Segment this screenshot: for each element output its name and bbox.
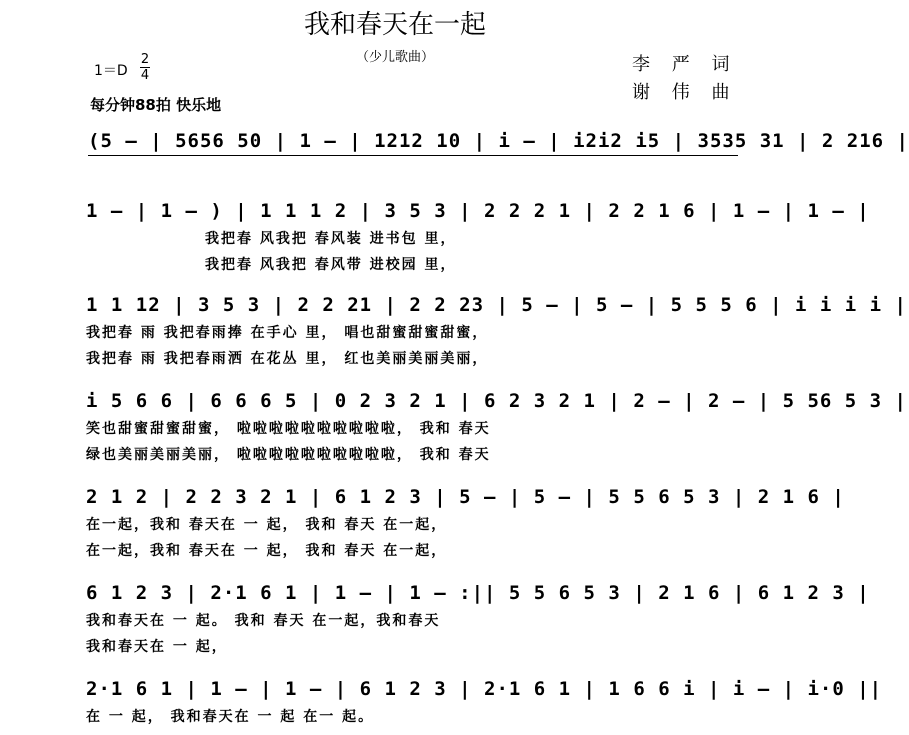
time-signature-top: 2 (140, 52, 150, 67)
lyric-line-6b: 我和春天在 一 起， (86, 639, 228, 655)
notation-line-1: (5 – | 5656 50 | 1 – | 1212 10 | i – | i2i2 i5 | 3535 31 | 2 216 | (88, 130, 909, 152)
notation-line-5: 2 1 2 | 2 2 3 2 1 | 6 1 2 3 | 5 – | 5 – | 5 5 6 5 3 | 2 1 6 | (86, 486, 845, 508)
key-signature: 1＝D (94, 63, 128, 79)
time-signature (140, 53, 150, 82)
song-subtitle: （少儿歌曲） (355, 50, 434, 65)
lyric-line-7a: 在 一 起， 我和春天在 一 起 在一 起。 (86, 709, 375, 725)
lyric-line-5a: 在一起，我和 春天在 一 起， 我和 春天 在一起， (86, 517, 448, 533)
lyric-line-5b: 在一起，我和 春天在 一 起， 我和 春天 在一起， (86, 543, 448, 559)
lyric-line-4b: 绿也美丽美丽美丽， 啦啦啦啦啦啦啦啦啦啦， 我和 春天 (86, 447, 491, 463)
lyric-line-6a: 我和春天在 一 起。 我和 春天 在一起，我和春天 (86, 613, 441, 629)
lyric-line-2a: 我把春 风我把 春风装 进书包 里， (205, 231, 457, 247)
composer-credit: 谢 伟 曲 (632, 82, 738, 103)
notation-line-4: i 5 6 6 | 6 6 6 5 | 0 2 3 2 1 | 6 2 3 2 1 | 2 – | 2 – | 5 56 5 3 | (86, 390, 907, 412)
lyric-line-3a: 我把春 雨 我把春雨捧 在手心 里， 唱也甜蜜甜蜜甜蜜， (86, 325, 489, 341)
notation-line-6: 6 1 2 3 | 2·1 6 1 | 1 – | 1 – :|| 5 5 6 5 3 | 2 1 6 | 6 1 2 3 | (86, 582, 870, 604)
notation-line-2: 1 – | 1 – ) | 1 1 1 2 | 3 5 3 | 2 2 2 1 | 2 2 1 6 | 1 – | 1 – | (86, 200, 870, 222)
lyric-line-3b: 我把春 雨 我把春雨洒 在花丛 里， 红也美丽美丽美丽， (86, 351, 489, 367)
lyric-line-4a: 笑也甜蜜甜蜜甜蜜， 啦啦啦啦啦啦啦啦啦啦， 我和 春天 (86, 421, 491, 437)
lyricist-credit: 李 严 词 (632, 54, 738, 75)
notation-line-3: 1 1 12 | 3 5 3 | 2 2 21 | 2 2 23 | 5 – | 5 – | 5 5 5 6 | i i i i | (86, 294, 907, 316)
notation-line-7: 2·1 6 1 | 1 – | 1 – | 6 1 2 3 | 2·1 6 1 | 1 6 6 i | i – | i·0 || (86, 678, 883, 700)
tempo-marking: 每分钟88拍 快乐地 (90, 96, 222, 114)
lyric-line-2b: 我把春 风我把 春风带 进校园 里， (205, 257, 457, 273)
time-signature-bottom: 4 (140, 68, 150, 83)
beam-line-1 (88, 155, 738, 156)
song-title: 我和春天在一起 (303, 10, 486, 40)
